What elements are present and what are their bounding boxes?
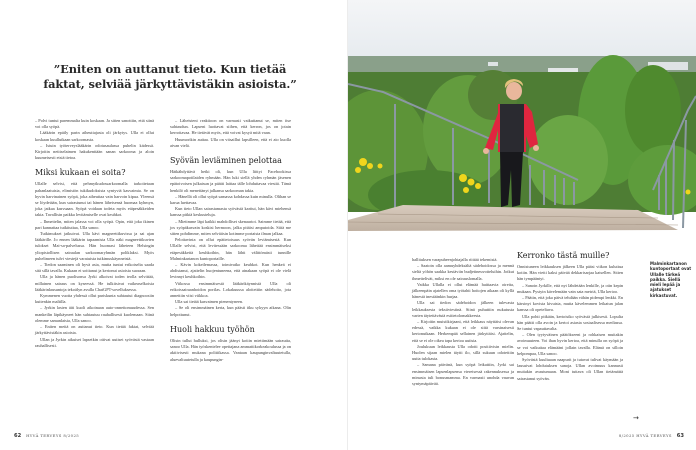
magazine-name-right: 8/2025 HYVÄ TERVEYS xyxy=(618,433,672,438)
section-heading-miksi: Miksi kukaan ei soita? xyxy=(35,168,126,178)
sky xyxy=(348,0,696,60)
body-paragraph: – Päätin, että joka päivä tehdään vähän pidempi lenkki. En kärsinyt kovista kivuista, mutta kävelemmen leikatun jalan kanssa oli opeteltava. xyxy=(517,295,623,313)
right-footer xyxy=(619,433,684,439)
body-paragraph: – Mietimme läpi kaikki mahdolliset skenaariot. Saimme tietää, että jos syöpäkasvain koskisi hermoon, jalka pitäisi amputoida. Siitä me sitten pohdimme, miten selviäisin kotimme portaista ilman jalkaa. xyxy=(170,218,291,237)
page-number-right: 63 xyxy=(676,433,684,439)
section-heading-huoli: Huoli hakkuu työhön xyxy=(170,324,255,334)
body-paragraph: – Kävin kokeilemassa, toimivatko keuhkot. Kun henkeä ei ahdistanut, ajattelin huojentuneena, että ainakaan syöpä ei ole vielä levinnyt keuhkoihin. xyxy=(170,262,291,280)
body-paragraph: – Saatoin olla aamuyhdeksältä sädehoidossa ja mennä sieltä yöhön saakka kestäviin budjetineuvotteluihin. Jotkut ihmettelivät, miksi en ole sairauslomalla. xyxy=(412,263,514,281)
body-paragraph: Pelottavinta on ollut epätietoisuus syövän leviämisestä. Kun Ullalle selvisi, että levitessään sarkooma lähettää ensimmäiseksi etäpesäkkeitä keuhkoihin, hän lähti välittömästi tunnille Malminkartanon kuntoportaille. xyxy=(170,237,291,261)
body-paragraph: Ulla pohti pitkään, kertoisiko syövästä julkisesti. Lopulta hän päätti olla avoin ja kertoi asiasta sosiaalisessa mediassa. Se tuntui vapauttavalta. xyxy=(517,313,623,332)
page-number-left: 62 xyxy=(14,433,22,439)
left-footer xyxy=(14,433,79,439)
body-paragraph: Onnistuneen leikkauksen jälkeen Ulla pääsi viikon kuluttua kotiin. Hän vietti kaksi päivää dekkarisarjaa katsellen. Sitten hän tympääntyi. xyxy=(517,264,623,282)
body-paragraph: – Kirjoitin muistikirjaani, että leikkaus näyttäisi olevan edessä, vaikka kukaan ei ole siitä varsinaisesti kertonutkaan. Herkempää sellainen järkyttäisi. Ajattelin, että se ei ole oikea tapa kertoa uutisia. xyxy=(412,319,514,343)
body-paragraph: Huumorikin auttaa. Ulla on vitsaillut lapsilleen, että ei aio kuolla aivan vielä. xyxy=(170,136,291,148)
body-paragraph: – Olen tyytyväinen päätökseeni ja rohkaisen muitakin avoimuuteen. Voi ihan hyvin kertoa, että minulla on syöpä ja se voi vaikuttaa elämääni jollain tavalla. Elämä on silloin helpompaa, Ulla sanoo. xyxy=(517,332,623,356)
body-paragraph: – Polvi tuntui paremmalta kuin koskaan. Ja sitten sanottiin, että siinä voi olla syöpä. xyxy=(35,118,154,130)
body-paragraph: – Ihmettelin, miten jalassa voi olla syöpä. Opin, että joka ikinen pari kannattaa tutkituttaa, Ulla sanoo. xyxy=(35,218,154,230)
body-paragraph: Ullan ja Jyrkin aikuiset lapsetkin ottivat uutiset syövästä vastaan rauhallisesti. xyxy=(35,336,154,348)
body-paragraph: – Sanoin Jyrkille, että nyt lähdetään lenkille, ja otin kepin mukaan. Pystyin kävelemään vain sata metriä, Ulla kertoo. xyxy=(517,282,623,294)
body-paragraph: Ulla sai tiedon sädehoidon jälkeen tulevasta leikkauksesta tekstiviestinä. Siinä puhuttiin nukutusta varten täytettävästä esitietolomakkeesta. xyxy=(412,300,514,318)
body-paragraph: – Eniten meitä on auttanut tieto. Kun tietää faktat, selviää järkyttävistäkin asioista. xyxy=(35,324,154,336)
right-column-2 xyxy=(517,251,623,382)
body-paragraph: Ullalle selvisi, että pehmytkudossarkoomalla tarkoitetaan pahanlaatuisia, elimistön tukikudoksista syntyviä kasvaimia. Se on hyvin harvinainen syöpä, joka aiheuttaa vain harvoin kipua. Yleensä se löydetään, kun sairastunut tai hänen läheisensä huomaa kyhmyn, joka jatkaa kasvuaan. Syöpä voidaan todeta myös etäpesäkkeiden takia. Tavallisin paikka levitämiselle ovat keuhkot. xyxy=(35,181,154,218)
body-paragraph: – Samana päivänä, kun syöpä leikattiin, Jyrki sai ensimmäisen lapsenlapsensa viereisessä rakennuksessa ja minusta tuli bonusmamma. En varmasti unohda vauvan syntymäpäivää. xyxy=(412,362,514,387)
photo-woman-on-stairs xyxy=(348,0,696,231)
body-paragraph: – Jyrkin lasten äiti kuoli aikoinaan auto-onnettomuudessa. Sen mankeilin läpikäyneet hän suhtautuu rauhallisesti kuolemaan. Siinä olemme samanlaisia, Ulla sanoo. xyxy=(35,305,154,323)
body-paragraph: Syövästä kuultuaan naapurit ja tutavat tulivat käymään ja lausuivat lohdutuksen sanoja. Ullan avoimuus kannusti muitakin avautumaan. Moni tuttava oli Ullan tietämättä sairastanut syövän. xyxy=(517,357,623,381)
body-paragraph: Joulukuun leikkausta Ulla odotti positiivisin mielin. Huolen sijaan mielen täytti ilo, sillä sukuun odotettiin uutta tulokasta. xyxy=(412,343,514,362)
body-paragraph: – Tiedon saaminen oli hyvä asia, mutta tuntui erikoiselta saada sitä sillä tavalla. Kukaan ei soittanut ja kertonut asioista suoraan. xyxy=(35,262,154,274)
body-paragraph: Kun tieto Ullan sairastamasta syövästä karttui, hän kävi miehensä kanssa pitkiä keskusteluja. xyxy=(170,206,291,218)
body-paragraph: Ulla ja hänen puolisonsa Jyrki alkoivat toden teolla selvittää, millainen sairaus on kyseessä. He tulkitsivat vaikeaselkoisia lääkärinlausuntoja tekoälyn avulla ChatGPT-sovelluksessa. xyxy=(35,274,154,292)
photo-caption: Malminkartanon kuntoportaat ovat Ullalle tärkeä paikka. Siellä mieli lepää ja ajatukset kirkastuvat. xyxy=(650,261,692,298)
pull-quote-headline: ”Eniten on auttanut tieto. Kun tietää faktat, selviää järkyttävistäkin asioista.” xyxy=(43,62,297,91)
continue-arrow-icon: → xyxy=(633,414,639,422)
section-heading-kerronko: Kerronko tästä muille? xyxy=(517,251,610,260)
body-paragraph: Tutkimukset jatkuivat. Ulla kävi magneettikuvissa ja sai ajan lääkärille. Jo ennen lääkärin tapaamista Ulla näki magneettikuvien tulokset Mai-sa-palvelussa. Hän huomasi läheteen Helsingin yliopistollisen sairaalan sarkoomaryhmän poliklaksi. Myös puhelimeen tulvi viestejä varatuista tutkimuskäynneistä. xyxy=(35,231,154,261)
body-paragraph: Ulla sai tietää kasvaimen pienentyneen. xyxy=(175,299,244,305)
section-heading-syovan: Syövän leviäminen pelottaa xyxy=(170,156,282,166)
body-paragraph: – Se oli ensimmäinen kerta, kun päästi itku sykyyn aikana. Olin helpottunut. xyxy=(170,305,291,317)
magazine-name-left: HYVÄ TERVEYS 8/2025 xyxy=(26,433,80,438)
body-paragraph: – Istuin työterveyslääkärin odotusaulassa puhelin kädessä. Kirjoitin netitselaimen hakukenttään sanan sarkooma ja aloin kuumeisesti etsiä tietoa. xyxy=(35,142,154,161)
left-column-2 xyxy=(170,118,291,363)
left-column-1 xyxy=(35,118,154,349)
body-paragraph: – Hänellä oli ollut syöpä samassa kohdassa kuin minulla. Olihan se karua luettavaa. xyxy=(170,193,291,206)
body-paragraph: – Läheisteni reaktioon on varmasti vaikuttanut se, miten itse suhtaudun. Lapseni luottavat siihen, että kerron, jos on jotain kerrottavaa. He tietävät myös, että voivat kysyä mitä vaan. xyxy=(170,118,291,136)
body-paragraph: Kymmenen vuotta yhdessä ollut pariskunta suhtautui diagnoosiin kuitenkin maltilla. xyxy=(35,293,154,305)
feature-photo xyxy=(348,0,696,231)
body-paragraph: Olisin tullut hulluksi, jos olisin jäänyt kotiin miettimään sairautta, sanoo Ulla. Hän työskentelee opettajana ammattikorkeakoulussa ja on aktiivisesti mukana politiikassa. Vantaan kaupunginvaltuutetulla, aluevaltuutetulla ja kaupungin- xyxy=(170,337,291,362)
body-paragraph: hallituksen varapuheenjohtajalla riittää tekemistä. xyxy=(412,257,498,262)
body-paragraph: Lääkärin epäily parin aiheuttajasta oli järkytys. Ulla ei ollut koskaan kuullutkaan sarkoomasta. xyxy=(35,130,154,142)
body-paragraph: Vaikka Ullalla ei ollut elämää haittaavia oireita, jälkeenpäin ajatellen oma työtahti hoitojen aikaan oli kyllä hänestä inestäänkin hurjaa. xyxy=(412,281,514,300)
body-paragraph: Viikossa ensimmäisestä lääkärikäynnistä Ulla oli erikoissairaanhoidon porilas. Lokakuussa aloitettiin sädehoito, jota annettiin viisi viikkoa. xyxy=(170,280,291,299)
right-column-1 xyxy=(412,257,514,387)
body-paragraph: Hätkähdyttävä hetki oli, kun Ulla liittyi Facebookissa sarkoomapotilaiden ryhmään. Hän luki siellä yhden ryhmän jäsenen epätoivoisen julkaisun ja päätti laittaa tälle lohduttavaa viestiä. Tämä henkilö oli menettänyt jalkansa sarkooman takia. xyxy=(170,169,291,193)
